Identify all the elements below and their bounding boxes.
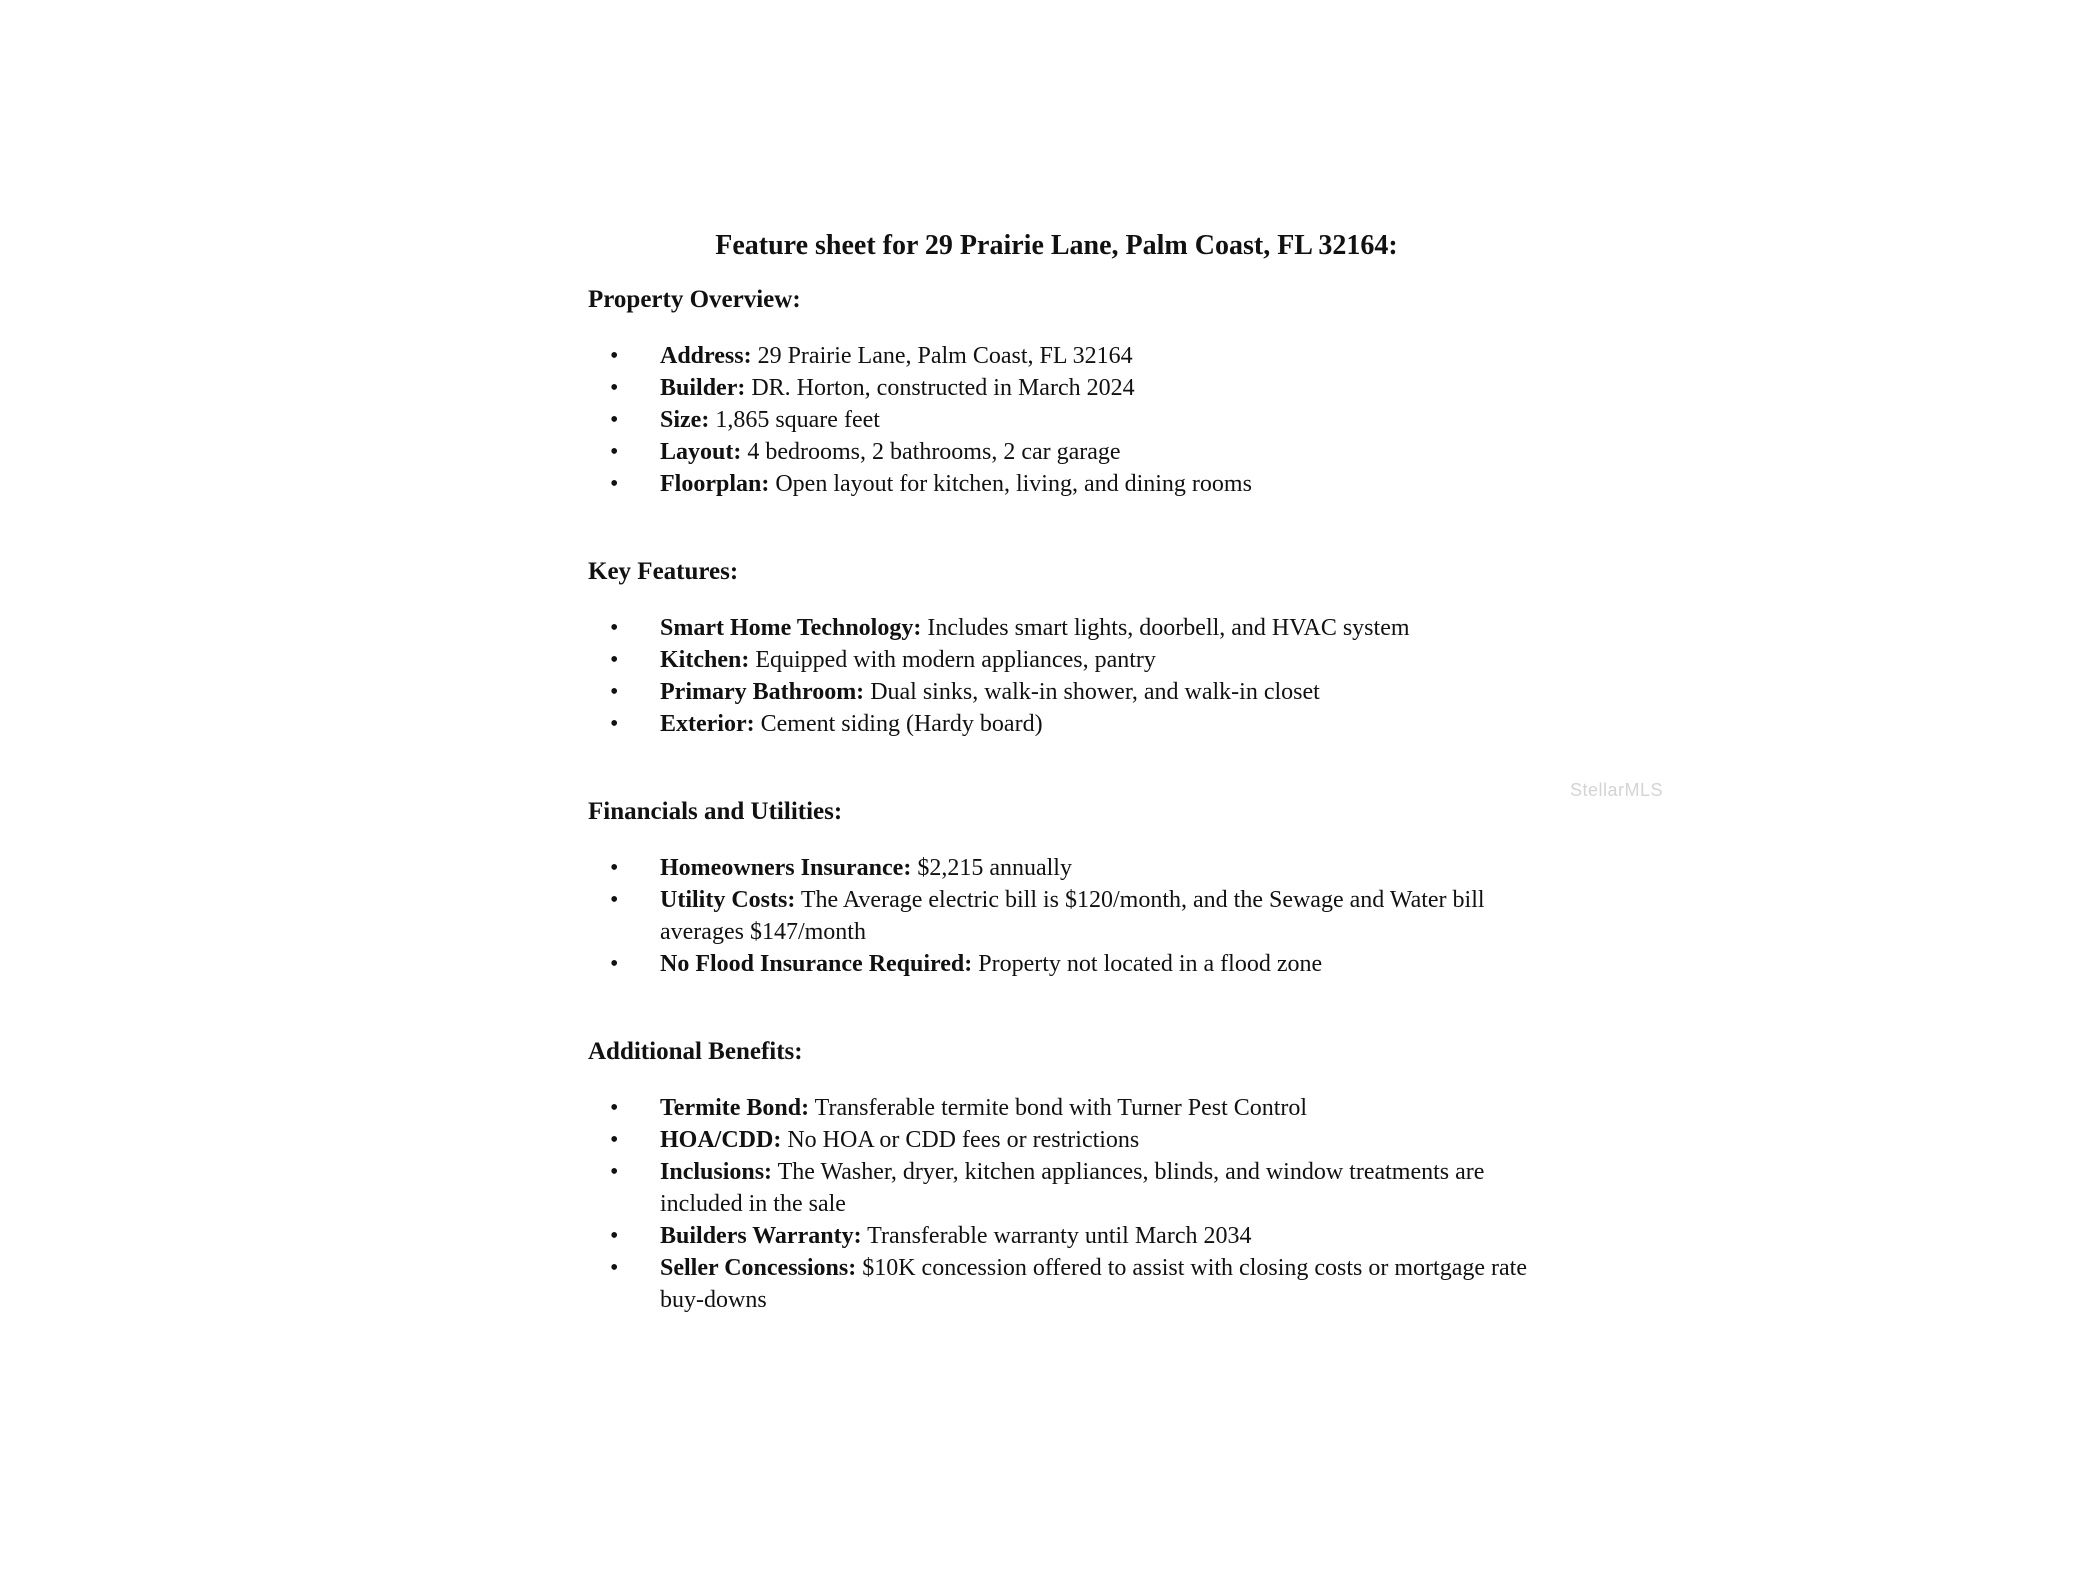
bullet-icon: • bbox=[610, 711, 619, 737]
list-item bbox=[588, 1092, 1548, 1124]
item-label: Inclusions: bbox=[660, 1159, 773, 1185]
item-text: The Average electric bill is $120/month, and the Sewage and Water bill averages $147/month bbox=[660, 887, 1485, 945]
list-item bbox=[588, 644, 1548, 676]
item-label: Seller Concessions: bbox=[660, 1255, 857, 1281]
item-label: HOA/CDD: bbox=[660, 1127, 782, 1153]
item-label: Address: bbox=[660, 343, 752, 369]
bullet-icon: • bbox=[610, 1255, 619, 1281]
list-item bbox=[588, 372, 1548, 404]
list-item bbox=[588, 1124, 1548, 1156]
bullet-icon: • bbox=[610, 855, 619, 881]
item-text: The Washer, dryer, kitchen appliances, blinds, and window treatments are included in the sale bbox=[660, 1159, 1485, 1217]
list-item bbox=[588, 1156, 1548, 1220]
item-label: Size: bbox=[660, 407, 710, 433]
item-text: 4 bedrooms, 2 bathrooms, 2 car garage bbox=[741, 439, 1121, 465]
bullet-icon: • bbox=[610, 647, 619, 673]
item-text: Equipped with modern appliances, pantry bbox=[749, 647, 1156, 673]
item-label: Floorplan: bbox=[660, 471, 770, 497]
section-heading: Additional Benefits: bbox=[588, 1038, 803, 1065]
section-heading: Key Features: bbox=[588, 558, 739, 585]
bullet-icon: • bbox=[610, 1095, 619, 1121]
section-financials-utilities bbox=[588, 796, 1548, 977]
list-item bbox=[588, 676, 1548, 708]
section-key-features bbox=[588, 556, 1548, 737]
item-label: No Flood Insurance Required: bbox=[660, 951, 973, 977]
item-label: Builders Warranty: bbox=[660, 1223, 862, 1249]
section-additional-benefits bbox=[588, 1036, 1548, 1313]
bullet-icon: • bbox=[610, 375, 619, 401]
list-item bbox=[588, 468, 1548, 500]
document-title: Feature sheet for 29 Prairie Lane, Palm Coast, FL 32164: bbox=[715, 230, 1398, 261]
item-label: Homeowners Insurance: bbox=[660, 855, 912, 881]
item-label: Smart Home Technology: bbox=[660, 615, 922, 641]
item-text: $2,215 annually bbox=[911, 855, 1072, 881]
item-text: Transferable termite bond with Turner Pest Control bbox=[809, 1095, 1308, 1121]
list-item bbox=[588, 404, 1548, 436]
bullet-icon: • bbox=[610, 343, 619, 369]
item-text: Open layout for kitchen, living, and dining rooms bbox=[769, 471, 1252, 497]
bullet-icon: • bbox=[610, 887, 619, 913]
item-label: Termite Bond: bbox=[660, 1095, 810, 1121]
item-label: Builder: bbox=[660, 375, 746, 401]
bullet-list bbox=[588, 852, 1548, 980]
list-item bbox=[588, 948, 1548, 980]
bullet-list bbox=[588, 612, 1548, 740]
bullet-icon: • bbox=[610, 407, 619, 433]
section-property-overview bbox=[588, 284, 1548, 497]
item-text: Dual sinks, walk-in shower, and walk-in closet bbox=[864, 679, 1320, 705]
list-item bbox=[588, 612, 1548, 644]
list-item bbox=[588, 340, 1548, 372]
item-label: Utility Costs: bbox=[660, 887, 796, 913]
bullet-list bbox=[588, 340, 1548, 500]
item-text: Cement siding (Hardy board) bbox=[754, 711, 1043, 737]
bullet-icon: • bbox=[610, 439, 619, 465]
watermark-logo: StellarMLS bbox=[1570, 780, 1664, 800]
item-text: $10K concession offered to assist with closing costs or mortgage rate buy-downs bbox=[660, 1255, 1527, 1313]
item-label: Kitchen: bbox=[660, 647, 750, 673]
list-item bbox=[588, 1252, 1548, 1316]
bullet-icon: • bbox=[610, 615, 619, 641]
bullet-icon: • bbox=[610, 1223, 619, 1249]
bullet-icon: • bbox=[610, 1159, 619, 1185]
item-text: 29 Prairie Lane, Palm Coast, FL 32164 bbox=[751, 343, 1133, 369]
item-label: Exterior: bbox=[660, 711, 755, 737]
section-heading: Property Overview: bbox=[588, 286, 801, 313]
item-label: Primary Bathroom: bbox=[660, 679, 865, 705]
item-text: Transferable warranty until March 2034 bbox=[861, 1223, 1252, 1249]
bullet-icon: • bbox=[610, 1127, 619, 1153]
item-text: 1,865 square feet bbox=[709, 407, 880, 433]
item-text: DR. Horton, constructed in March 2024 bbox=[745, 375, 1135, 401]
item-text: Property not located in a flood zone bbox=[972, 951, 1323, 977]
item-text: Includes smart lights, doorbell, and HVAC system bbox=[921, 615, 1410, 641]
bullet-icon: • bbox=[610, 679, 619, 705]
list-item bbox=[588, 1220, 1548, 1252]
bullet-list bbox=[588, 1092, 1548, 1316]
bullet-icon: • bbox=[610, 951, 619, 977]
list-item bbox=[588, 708, 1548, 740]
section-heading: Financials and Utilities: bbox=[588, 798, 843, 825]
item-text: No HOA or CDD fees or restrictions bbox=[781, 1127, 1140, 1153]
bullet-icon: • bbox=[610, 471, 619, 497]
item-label: Layout: bbox=[660, 439, 742, 465]
list-item bbox=[588, 852, 1548, 884]
list-item bbox=[588, 436, 1548, 468]
list-item bbox=[588, 884, 1548, 948]
